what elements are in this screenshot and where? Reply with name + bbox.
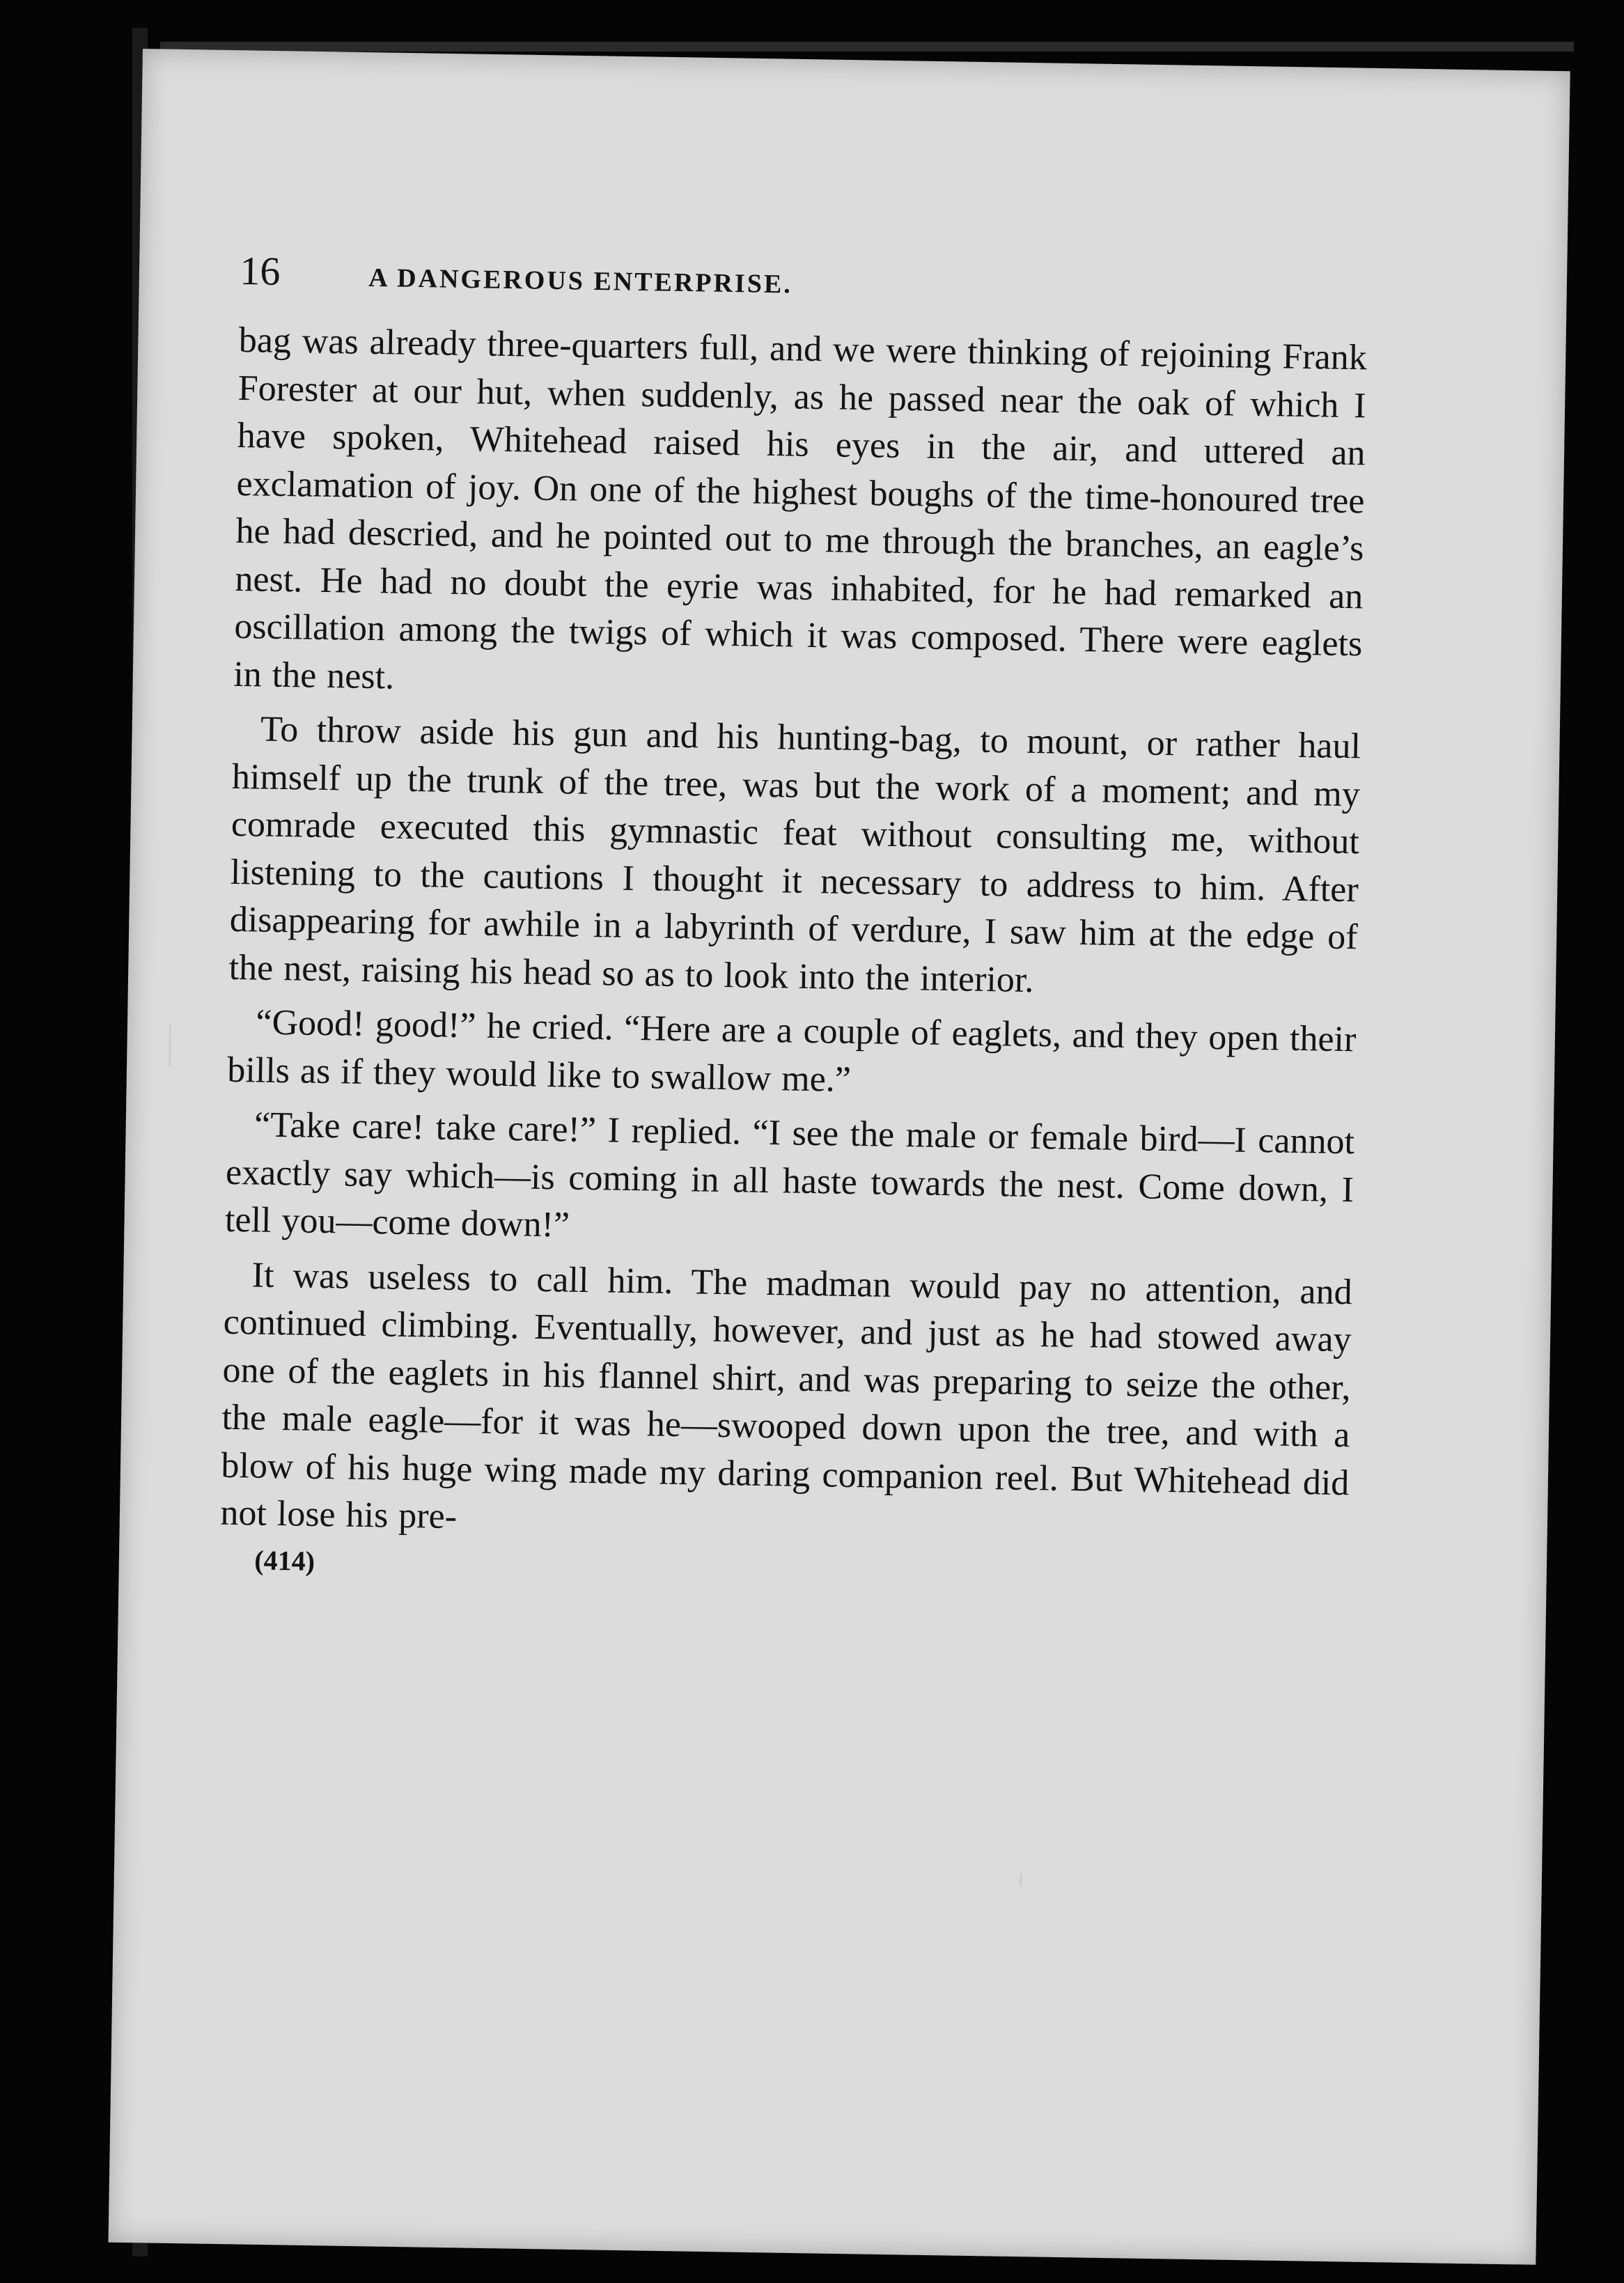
paragraph: “Good! good!” he cried. “Here are a couple of eaglets, and they open their bills as if they would like to swallow me.” xyxy=(227,1002,1357,1100)
paragraph: It was useless to call him. The madman would pay no attention, and continued climbing. Eventually, however, and just as he had stowed away one of the eaglets in his flannel shirt, and was preparing to seize the other, the male eagle—for it was he—swooped down upon the tree, and with a blow of his huge wing made my daring companion reel. But Whitehead did not lose his pre- xyxy=(220,1254,1353,1537)
signature-mark: (414) xyxy=(254,1544,315,1577)
page-top-edge xyxy=(160,42,1574,52)
page-text xyxy=(219,247,1368,1594)
paragraph-continuation: bag was already three-quarters full, and we were thinking of rejoining Frank Forester at our hut, when suddenly, as he passed near the oak of which I have spoken, Whitehead raised his eyes in the air, and uttered an exclamation of joy. On one of the highest boughs of the time-honoured tree he had descried, and he pointed out to me through the branches, an eagle’s nest. He had no doubt the eyrie was inhabited, for he had remarked an oscillation among the twigs of which it was composed. There were eaglets in the nest. xyxy=(233,320,1368,697)
paragraph: “Take care! take care!” I replied. “I see the male or female bird—I cannot exactly say which—is coming in all haste towards the nest. Come down, I tell you—come down!” xyxy=(224,1105,1355,1245)
paper-speck xyxy=(169,1024,171,1066)
paper-speck xyxy=(1020,1873,1022,1886)
running-title: A DANGEROUS ENTERPRISE. xyxy=(368,263,793,299)
paragraph: To throw aside his gun and his hunting-bag, to mount, or rather haul himself up the trunk of the tree, was but the work of a moment; and my comrade executed this gymnastic feat without consulting me, without listening to the cautions I thought it necessary to address to him. After disappearing for awhile in a labyrinth of verdure, I saw him at the edge of the nest, raising his head so as to look into the interior. xyxy=(228,709,1361,1000)
page-number: 16 xyxy=(239,247,281,294)
